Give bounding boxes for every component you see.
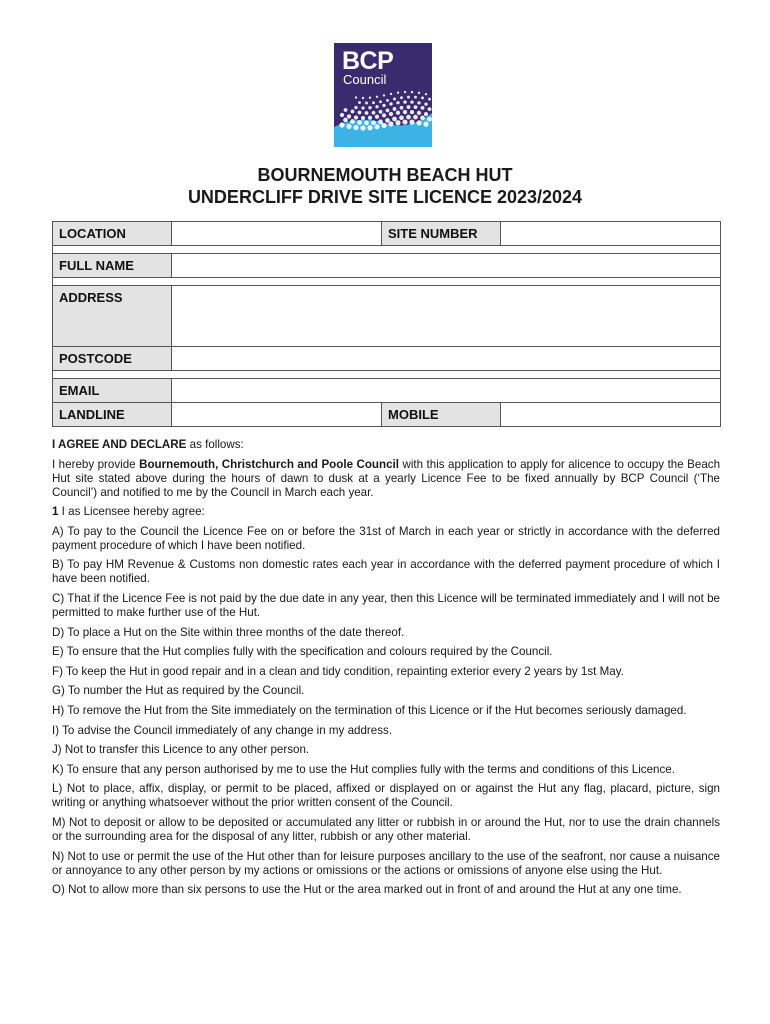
licence-terms xyxy=(52,438,720,903)
mobile-label: MOBILE xyxy=(382,403,501,427)
clause-b: B) To pay HM Revenue & Customs non domestic rates each year in accordance with the deferred payment procedure of which I have been notified. xyxy=(52,558,720,586)
logo-dot xyxy=(339,122,344,127)
email-label: EMAIL xyxy=(53,379,172,403)
logo-dot xyxy=(365,111,369,115)
clause-c: C) That if the Licence Fee is not paid by the due date in any year, then this Licence will be terminated immediately and I will not be permitted to make further use of the Hut. xyxy=(52,591,720,619)
logo-dot xyxy=(386,99,389,102)
logo-dot xyxy=(365,102,368,105)
logo-dot xyxy=(414,96,417,99)
clause-number: 1 xyxy=(52,505,59,519)
clause-o: O) Not to allow more than six persons to use the Hut or the area marked out in front of and around the Hut at any one time. xyxy=(52,883,682,897)
row-divider xyxy=(53,371,721,379)
logo-dot xyxy=(376,96,378,98)
intro-post: with this application to apply for alicence to occupy the Beach Hut site stated above during the hours of dawn to dusk at a yearly Licence Fee to be fixed annually by BCP Council (‘The Council’) and notified to me by the Council in March each year. xyxy=(52,457,721,499)
logo-dot xyxy=(400,106,404,110)
logo-dot xyxy=(399,115,404,120)
postcode-label: POSTCODE xyxy=(53,347,172,371)
logo-dot xyxy=(379,110,383,114)
clause-n: N) Not to use or permit the use of the Hut other than for leisure purposes ancillary to the use of the seafront, nor cause a nuisance or annoyance to any other person by my actions or omissions or the actions or omissions of anyone else using the Hut. xyxy=(52,849,720,877)
logo-dot xyxy=(358,111,362,115)
logo-dot xyxy=(409,120,414,125)
logo-dot xyxy=(424,112,428,116)
logo-dot xyxy=(367,125,372,130)
logo-dot xyxy=(375,115,379,119)
logo-council-text: Council xyxy=(343,72,387,87)
postcode-field[interactable] xyxy=(172,347,721,371)
logo-dot xyxy=(354,115,358,119)
logo-dot xyxy=(354,106,357,109)
logo-dot xyxy=(417,111,421,115)
applicant-details-table xyxy=(52,221,721,427)
logo-dot xyxy=(427,117,432,122)
logo-dot xyxy=(393,107,397,111)
logo-dot xyxy=(423,122,428,127)
full-name-field[interactable] xyxy=(172,254,721,278)
logo-dot xyxy=(403,110,407,114)
logo-dot xyxy=(407,105,411,109)
logo-dot xyxy=(386,109,390,113)
logo-dot xyxy=(413,115,418,120)
logo-dot xyxy=(388,121,393,126)
logo-dot xyxy=(395,120,400,125)
logo-dot xyxy=(372,101,375,104)
clause-e: E) To ensure that the Hut complies fully with the specification and colours required by the Council. xyxy=(52,645,553,659)
agree-heading: I AGREE AND DECLARE xyxy=(52,438,187,451)
logo-dot xyxy=(416,120,421,125)
logo-dot xyxy=(382,104,385,107)
logo-dot xyxy=(369,97,371,99)
logo-dot xyxy=(381,123,386,128)
logo-dot xyxy=(397,92,399,94)
logo-dot xyxy=(407,96,410,99)
email-field[interactable] xyxy=(172,379,721,403)
logo-bcp-text: BCP xyxy=(342,47,394,75)
clause-g: G) To number the Hut as required by the Council. xyxy=(52,684,305,698)
logo-dot xyxy=(421,96,424,99)
logo-dot xyxy=(400,96,403,99)
logo-dot xyxy=(340,113,344,117)
logo-dot xyxy=(428,98,431,101)
logo-dot xyxy=(424,102,427,105)
logo-dot xyxy=(379,100,382,103)
logo-dot xyxy=(378,119,383,124)
logo-dot xyxy=(420,116,425,121)
logo-dot xyxy=(396,111,400,115)
full-name-label: FULL NAME xyxy=(53,254,172,278)
logo-dot xyxy=(392,117,397,122)
logo-dot xyxy=(389,102,392,105)
logo-dot xyxy=(353,125,358,130)
logo-dot xyxy=(371,120,376,125)
logo-dot xyxy=(375,105,378,108)
logo-dot xyxy=(364,121,369,126)
clause-h: H) To remove the Hut from the Site immediately on the termination of this Licence or if the Hut becomes seriously damaged. xyxy=(52,703,687,717)
logo-dot xyxy=(428,107,432,111)
logo-dot xyxy=(389,112,393,116)
site-number-label: SITE NUMBER xyxy=(382,222,501,246)
logo-dot xyxy=(414,105,418,109)
logo-dot xyxy=(374,124,379,129)
logo-dot xyxy=(355,96,357,98)
logo-dot xyxy=(406,115,411,120)
logo-dot xyxy=(351,110,355,114)
intro-pre: I hereby provide xyxy=(52,457,140,471)
logo-dot xyxy=(357,120,362,125)
location-label: LOCATION xyxy=(53,222,172,246)
logo-dot xyxy=(361,106,364,109)
clause-l: L) Not to place, affix, display, or permit to be placed, affixed or displayed on or against the Hut any flag, placard, picture, sign writing or anything whatsoever without the prior written consent of the Council. xyxy=(52,782,720,810)
logo-dot xyxy=(361,116,365,120)
logo-dot xyxy=(396,101,399,104)
address-field[interactable] xyxy=(172,286,721,347)
document-title-line2: UNDERCLIFF DRIVE SITE LICENCE 2023/2024 xyxy=(187,187,583,207)
landline-field[interactable] xyxy=(172,403,382,427)
logo-dot xyxy=(368,106,371,109)
licensee-text: I as Licensee hereby agree: xyxy=(58,505,205,519)
agree-rest: as follows: xyxy=(186,438,244,451)
logo-dot xyxy=(360,125,365,130)
logo-dot xyxy=(418,92,420,94)
intro-paragraph xyxy=(52,458,720,500)
logo-dot xyxy=(411,91,413,93)
row-divider xyxy=(53,278,721,286)
logo-dot xyxy=(346,124,351,129)
logo-dot xyxy=(344,108,348,112)
clause-m: M) Not to deposit or allow to be deposited or accumulated any litter or rubbish in or around the Hut, nor to use the drain channels or the surrounding area for the disposal of any litter, rubbish or any other material. xyxy=(52,815,720,843)
logo-dot xyxy=(350,119,355,124)
logo-dot xyxy=(410,110,414,114)
clause-j: J) Not to transfer this Licence to any other person. xyxy=(52,743,310,757)
agree-declare xyxy=(52,438,720,452)
logo-dot xyxy=(382,113,386,117)
logo-dot xyxy=(410,100,413,103)
logo-dot xyxy=(390,93,392,95)
logo-dot xyxy=(358,101,361,104)
logo-dot xyxy=(385,118,390,123)
logo-dot xyxy=(383,94,385,96)
document-title-line1: BOURNEMOUTH BEACH HUT xyxy=(257,165,513,185)
logo-dot xyxy=(402,119,407,124)
site-number-field[interactable] xyxy=(501,222,721,246)
logo-dot xyxy=(421,106,425,110)
clause-i: I) To advise the Council immediately of any change in my address. xyxy=(52,723,393,737)
address-label: ADDRESS xyxy=(53,286,172,347)
bcp-council-logo xyxy=(334,43,432,147)
location-field[interactable] xyxy=(172,222,382,246)
council-name: Bournemouth, Christchurch and Poole Council xyxy=(139,457,399,471)
logo-dot xyxy=(362,97,364,99)
row-divider xyxy=(53,246,721,254)
licensee-agree xyxy=(52,505,720,519)
logo-dot xyxy=(404,91,406,93)
logo-dot xyxy=(425,93,427,95)
clause-d: D) To place a Hut on the Site within three months of the date thereof. xyxy=(52,625,405,639)
logo-dot xyxy=(368,116,372,120)
logo-dot xyxy=(393,98,396,101)
mobile-field[interactable] xyxy=(501,403,721,427)
clause-k: K) To ensure that any person authorised by me to use the Hut complies fully with the terms and conditions of this Licence. xyxy=(52,762,675,776)
logo-dot xyxy=(403,100,406,103)
landline-label: LANDLINE xyxy=(53,403,172,427)
logo-dot xyxy=(343,118,348,123)
logo-dot xyxy=(372,111,376,115)
logo-dot xyxy=(347,114,351,118)
clause-f: F) To keep the Hut in good repair and in a clean and tidy condition, repainting exterior every 2 years by 1st May. xyxy=(52,664,624,678)
logo-dot xyxy=(417,101,420,104)
clause-a: A) To pay to the Council the Licence Fee on or before the 31st of March in each year or strictly in accordance with the deferred payment procedure of which I have been notified. xyxy=(52,524,720,552)
